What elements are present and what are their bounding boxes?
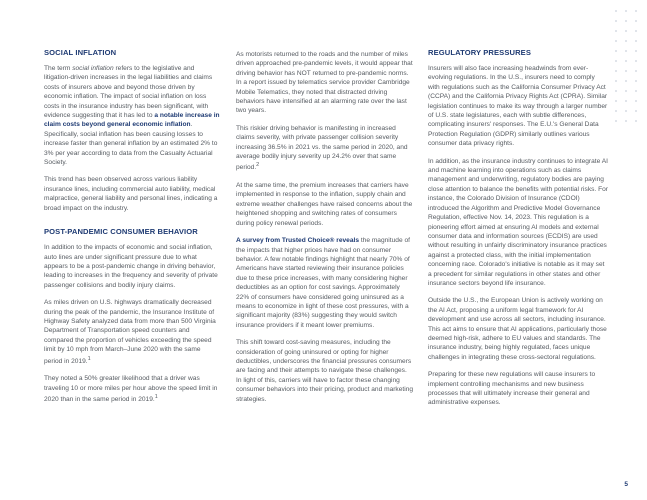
paragraph-regulations: Insurers will also face increasing headwinds from ever-evolving regulations. In the U.S., insurers need to comply with regulations such as the California Consumer Privacy Act (CCPA) and the California Privacy Rights Act (CPRA). Similar legislation continues to make its way through a larger number of U.S. state legislatures, each with subtle differences, complicating insurers' responses. The E.U.'s General Data Protection Regulation (GDPR) similarly outlines various consumer data privacy rights. (428, 65, 608, 148)
paragraph-motorists: As motorists returned to the roads and the number of miles driven approached pre-pandemic levels, it would appear that driving behavior has NOT returned to pre-pandemic norms. In a report issued by telematics service provider Cambridge Mobile Telematics, they noted that distracted driving behaviors have intensified at an alarming rate over the last two years. (236, 51, 413, 115)
paragraph-eu-ai-act: Outside the U.S., the European Union is actively working on the AI Act, proposing a uniform legal framework for AI development and use across all sectors, including insurance. This act aims to ensure that AI applications, particularly those deemed high-risk, adhere to EU values and standards. The insurance industry, being highly regulated, faces unique challenges in integrating these cross-sectoral regulations. (428, 297, 607, 361)
paragraph-speed-likelihood: They noted a 50% greater likelihood that a driver was traveling 10 or more miles per hour above the speed limit in 2020 than in the same period in 2019.$^1$ (44, 375, 218, 404)
column-right (428, 48, 608, 416)
paragraph-driving-behavior: In addition to the impacts of economic and social inflation, auto lines are under significant pressure due to what appears to be a post-pandemic change in driving behavior, leading to increases in the frequency and severity of private passenger collisions and bodily injury claims. (44, 244, 218, 289)
footnote-marker: 2 (256, 162, 260, 169)
paragraph-trend: This trend has been observed across various liability insurance lines, including commercial auto liability, medical malpractice, general liability and personal lines, indicating a broad impact on the industry. (44, 176, 218, 212)
heading-regulatory-pressures: REGULATORY PRESSURES (428, 48, 531, 57)
footnote-marker: 1 (154, 393, 158, 400)
paragraph-cost-saving: This shift toward cost-saving measures, including the consideration of going uninsured or opting for higher deductibles, underscores the financial pressures consumers are facing and their attempts to navigate these challenges. In light of this, carriers will have to factor these changing consumer behaviors into their pricing, product and marketing strategies. (236, 339, 414, 403)
paragraph-miles-driven: As miles driven on U.S. highways dramatically decreased during the peak of the pandemic, the Insurance Institute of Highway Safety analyzed data from more than 500 Virginia Department of Transportation speed counters and compared the proportion of vehicles exceeding the speed limit by 10 mph from March–June 2020 with the same period in 2019.$^1$ (44, 299, 216, 365)
heading-post-pandemic: POST-PANDEMIC CONSUMER BEHAVIOR (44, 227, 198, 237)
link-claim-costs[interactable]: a notable increase in claim costs beyond general economic inflation (44, 112, 220, 129)
footnote-marker: 1 (87, 355, 91, 362)
paragraph-claims-severity: This riskier driving behavior is manifesting in increased claims severity, with private passenger collision severity increasing 36.5% in 2021 vs. the same period in 2020, and average bodily injury severity up 24.2% over that same period.$^2$ (236, 124, 408, 172)
page-number: 5 (624, 481, 628, 488)
heading-social-inflation: SOCIAL INFLATION (44, 48, 117, 57)
decorative-dot-grid (611, 6, 641, 126)
term-social-inflation: social inflation (72, 65, 114, 72)
column-left (44, 48, 220, 413)
paragraph-social-inflation: The term social inflation refers to the legislative and litigation-driven increases in the legal liabilities and claims costs of insurers above and beyond those driven by economic inflation. The impact of social inflation on loss costs in the insurance industry has been significant, with evidence suggesting that it has led to a notable increase in claim costs beyond general economic inflation. Specifically, social inflation has been causing losses to increase faster than general inflation by an estimated 2% to 3% per year according to data from the Casualty Actuarial Society. (44, 65, 220, 167)
column-middle (236, 50, 414, 412)
paragraph-preparing: Preparing for these new regulations will cause insurers to implement controlling mechanisms and new business processes that will ultimately increase their general and administrative expenses. (428, 371, 596, 407)
paragraph-survey: A survey from Trusted Choice® reveals the magnitude of the impacts that higher prices have had on consumer behavior. A few notable findings highlight that nearly 70% of Americans have started reviewing their insurance policies due to these price increases, with many considering higher deductibles as an option for cost savings. Approximately 22% of consumers have considered going uninsured as a means to economize in light of these cost pressures, with a significant majority (83%) suggesting they would switch insurance providers if it meant lower premiums. (236, 237, 410, 329)
paragraph-premium-increases: At the same time, the premium increases that carriers have implemented in response to the inflation, supply chain and extreme weather challenges have raised concerns about the heightened shopping and switching rates of consumers during policy renewal periods. (236, 182, 413, 227)
link-trusted-choice-survey[interactable]: A survey from Trusted Choice® reveals (236, 237, 359, 245)
paragraph-ai-regulation: In addition, as the insurance industry continues to integrate AI and machine learning into operations such as claims management and underwriting, regulatory bodies are paying close attention to balance the benefits with potential risks. For instance, the Colorado Division of Insurance (CDOI) introduced the Algorithm and Predictive Model Governance Regulation, effective Nov. 14, 2023. This regulation is a pioneering effort aimed at ensuring AI models and external consumer data and information sources (ECDIS) are used without resulting in unfairly discriminatory insurance practices against a protected class, with the initial implementation concerning race. Colorado's initiative is notable as it may set a precedent for similar regulations in other states and other insurance sectors beyond life insurance. (428, 157, 608, 287)
